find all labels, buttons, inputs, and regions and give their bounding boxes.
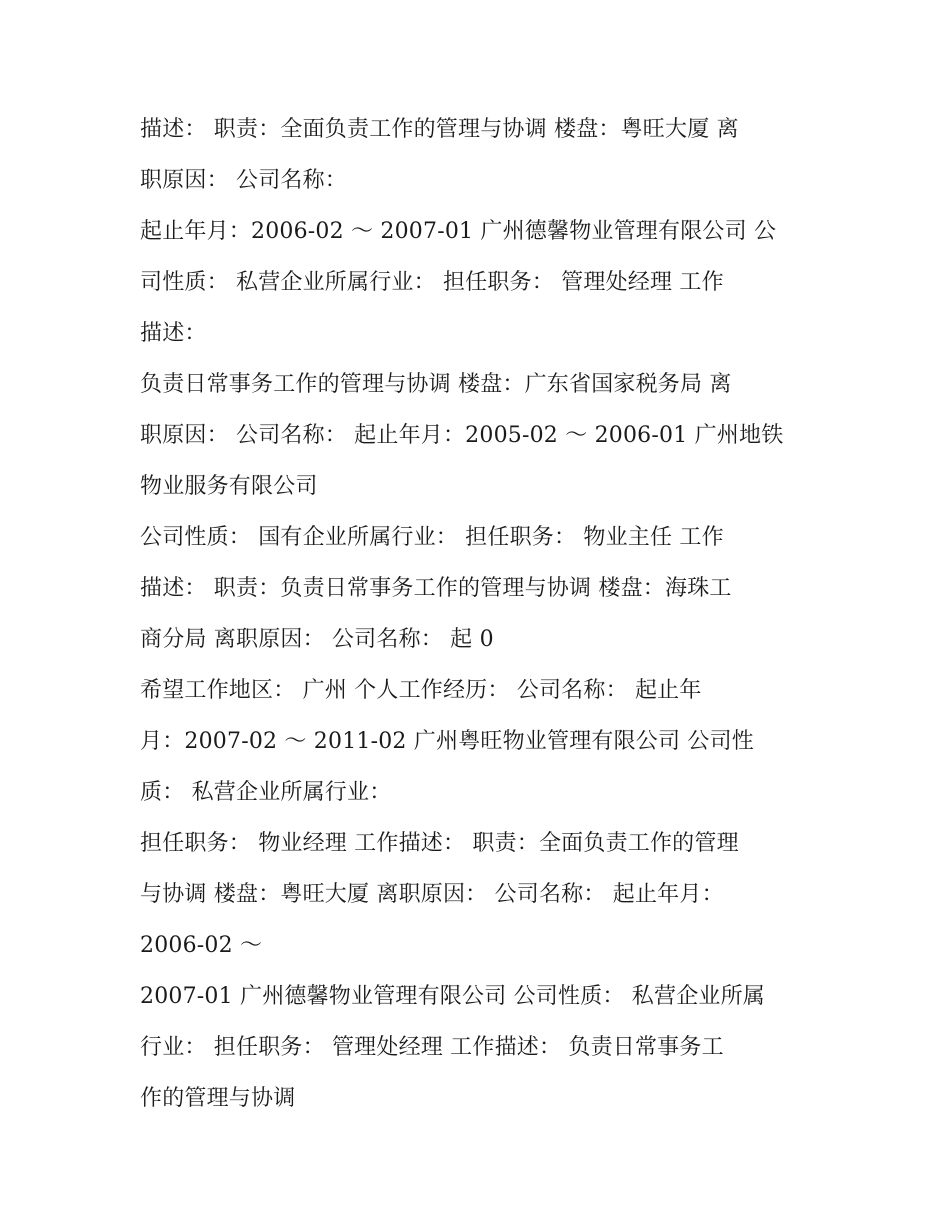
text-line: 物业服务有限公司 [140, 474, 318, 499]
text-line: 月：2007-02 ～ 2011-02 广州粤旺物业管理有限公司 公司性 [140, 729, 755, 754]
text-line: 描述： 职责：负责日常事务工作的管理与协调 楼盘：海珠工 [140, 576, 732, 601]
text-line: 负责日常事务工作的管理与协调 楼盘：广东省国家税务局 离 [140, 372, 732, 397]
text-line: 职原因： 公司名称： [140, 168, 347, 193]
text-line: 描述： 职责：全面负责工作的管理与协调 楼盘：粤旺大厦 离 [140, 117, 739, 142]
text-line: 与协调 楼盘：粤旺大厦 离职原因： 公司名称： 起止年月： [140, 882, 724, 907]
text-line: 2006-02 ～ [140, 933, 263, 958]
text-line: 质： 私营企业所属行业： [140, 780, 392, 805]
text-line: 2007-01 广州德馨物业管理有限公司 公司性质： 私营企业所属 [140, 984, 765, 1009]
text-line: 担任职务： 物业经理 工作描述： 职责：全面负责工作的管理 [140, 831, 739, 856]
text-line: 商分局 离职原因： 公司名称： 起 0 [140, 627, 494, 652]
document-body [140, 104, 820, 1124]
text-line: 职原因： 公司名称： 起止年月：2005-02 ～ 2006-01 广州地铁 [140, 423, 784, 448]
text-line: 作的管理与协调 [140, 1086, 296, 1111]
text-line: 司性质： 私营企业所属行业： 担任职务： 管理处经理 工作 [140, 270, 724, 295]
text-line: 希望工作地区： 广州 个人工作经历： 公司名称： 起止年 [140, 678, 702, 703]
text-line: 公司性质： 国有企业所属行业： 担任职务： 物业主任 工作 [140, 525, 724, 550]
text-line: 描述： [140, 321, 207, 346]
text-line: 起止年月：2006-02 ～ 2007-01 广州德馨物业管理有限公司 公 [140, 219, 777, 244]
text-line: 行业： 担任职务： 管理处经理 工作描述： 负责日常事务工 [140, 1035, 724, 1060]
